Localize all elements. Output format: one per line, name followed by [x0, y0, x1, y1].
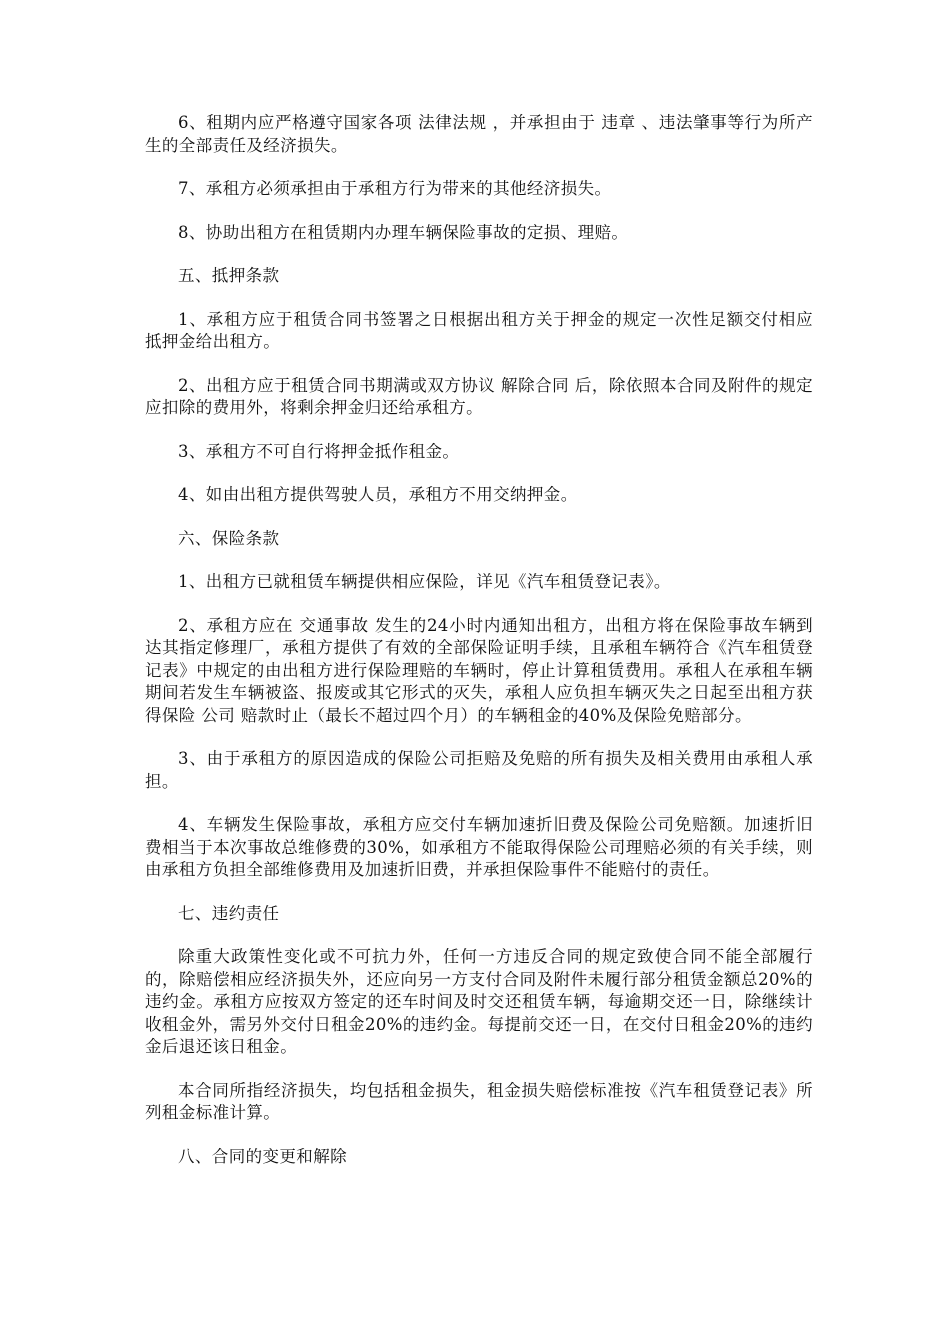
clause-4-7: 7、承租方必须承担由于承租方行为带来的其他经济损失。 — [178, 179, 612, 198]
clause-6-4: 4、车辆发生保险事故，承租方应交付车辆加速折旧费及保险公司免赔额。加速折旧费相当于本次事故总维修费的30%，如承租方不能取得保险公司理赔必须的有关手续，则由承租方负担全部维修费用及加速折旧费，并承担保险事件不能赔付的责任。 — [145, 815, 813, 879]
clause-7-2: 本合同所指经济损失，均包括租金损失，租金损失赔偿标准按《汽车租赁登记表》所列租金标准计算。 — [145, 1080, 813, 1122]
clause-4-6: 6、租期内应严格遵守国家各项 法律法规 ，并承担由于 违章 、违法肇事等行为所产生的全部责任及经济损失。 — [145, 113, 813, 155]
clause-6-1: 1、出租方已就租赁车辆提供相应保险，详见《汽车租赁登记表》。 — [178, 572, 671, 591]
section-heading-breach: 七、违约责任 — [178, 903, 280, 923]
clause-5-4: 4、如由出租方提供驾驶人员，承租方不用交纳押金。 — [178, 485, 578, 504]
clause-7-1: 除重大政策性变化或不可抗力外，任何一方违反合同的规定致使合同不能全部履行的，除赔偿相应经济损失外，还应向另一方支付合同及附件未履行部分租赁金额总20%的违约金。承租方应按双方签定的还车时间及时交还租赁车辆，每逾期交还一日，除继续计收租金外，需另外交付日租金20%的违约金。每提前交还一日，在交付日租金20%的违约金后退还该日租金。 — [145, 947, 813, 1056]
section-heading-amendment: 八、合同的变更和解除 — [178, 1146, 347, 1166]
clause-5-2: 2、出租方应于租赁合同书期满或双方协议 解除合同 后，除依照本合同及附件的规定应扣除的费用外，将剩余押金归还给承租方。 — [145, 375, 813, 417]
clause-4-8: 8、协助出租方在租赁期内办理车辆保险事故的定损、理赔。 — [178, 222, 629, 242]
clause-6-3: 3、由于承租方的原因造成的保险公司拒赔及免赔的所有损失及相关费用由承租人承担。 — [145, 749, 813, 791]
clause-6-2: 2、承租方应在 交通事故 发生的24小时内通知出租方，出租方将在保险事故车辆到达其指定修理厂，承租方提供了有效的全部保险证明手续，且承租车辆符合《汽车租赁登记表》中规定的由出租方进行保险理赔的车辆时，停止计算租赁费用。承租人在承租车辆期间若发生车辆被盗、报废或其它形式的灭失，承租人应负担车辆灭失之日起至出租方获得保险 公司 赔款时止（最长不超过四个月）的车辆租金的40%及保险免赔部分。 — [145, 615, 813, 725]
section-heading-insurance: 六、保险条款 — [178, 528, 280, 548]
document-body — [145, 112, 813, 1189]
clause-5-1: 1、承租方应于租赁合同书签署之日根据出租方关于押金的规定一次性足额交付相应抵押金给出租方。 — [145, 309, 813, 351]
section-heading-mortgage: 五、抵押条款 — [178, 266, 280, 285]
clause-5-3: 3、承租方不可自行将押金抵作租金。 — [178, 441, 460, 461]
